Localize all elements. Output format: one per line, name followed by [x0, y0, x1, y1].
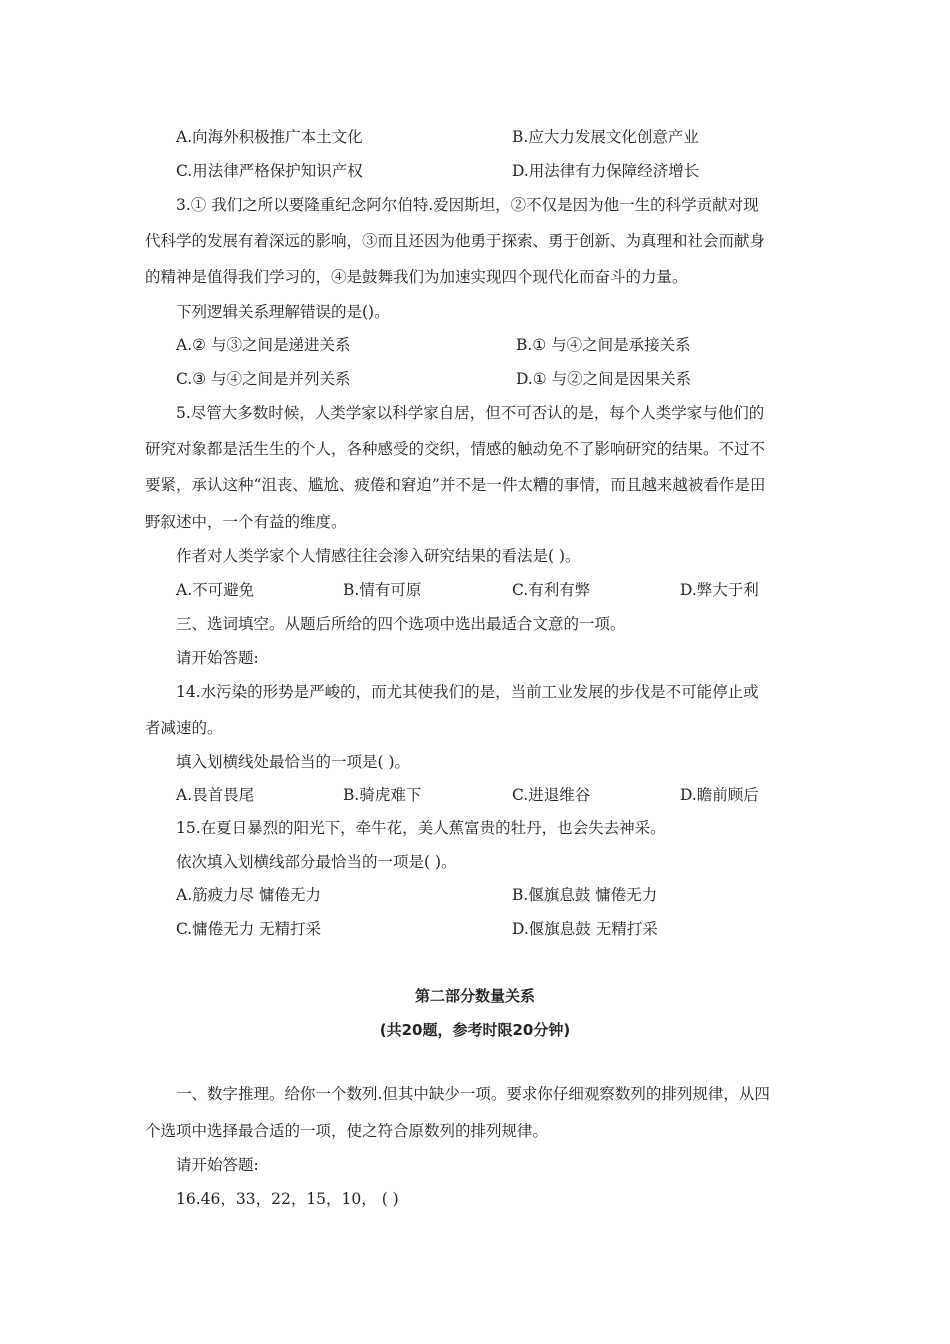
- q5-option-a: A.不可避免: [176, 581, 255, 599]
- section3-start: 请开始答题:: [176, 649, 259, 667]
- q3-option-b: B.① 与④之间是承接关系: [516, 336, 691, 354]
- q5-text-line3: 要紧，承认这种“沮丧、尴尬、疲倦和窘迫”并不是一件太糟的事情，而且越来越被看作是田: [145, 476, 766, 494]
- q5-option-c: C.有利有弊: [512, 581, 591, 599]
- q2-option-c: C.用法律严格保护知识产权: [176, 162, 363, 180]
- q15-prompt: 依次填入划横线部分最恰当的一项是( )。: [176, 853, 457, 871]
- section1-text-line1: 一、数字推理。给你一个数列.但其中缺少一项。要求你仔细观察数列的排列规律，从四: [176, 1085, 770, 1103]
- q14-prompt: 填入划横线处最恰当的一项是( )。: [176, 753, 411, 771]
- q15-option-d: D.偃旗息鼓 无精打采: [512, 920, 658, 938]
- q3-text-line1: 3.① 我们之所以要隆重纪念阿尔伯特.爱因斯坦，②不仅是因为他一生的科学贡献对现: [176, 196, 759, 214]
- q5-option-b: B.情有可原: [343, 581, 422, 599]
- q2-option-d: D.用法律有力保障经济增长: [512, 162, 700, 180]
- q14-option-d: D.瞻前顾后: [680, 786, 759, 804]
- q5-text-line2: 研究对象都是活生生的个人，各种感受的交织，情感的触动免不了影响研究的结果。不过不: [145, 440, 766, 458]
- q3-option-c: C.③ 与④之间是并列关系: [176, 370, 351, 388]
- q14-option-a: A.畏首畏尾: [176, 786, 255, 804]
- q2-option-a: A.向海外积极推广本土文化: [176, 128, 363, 146]
- q3-text-line3: 的精神是值得我们学习的，④是鼓舞我们为加速实现四个现代化而奋斗的力量。: [145, 268, 688, 286]
- part2-subtitle: (共20题，参考时限20分钟): [379, 1021, 571, 1039]
- q3-prompt: 下列逻辑关系理解错误的是()。: [176, 303, 390, 321]
- q16-text: 16.46，33，22，15，10， ( ): [176, 1190, 399, 1208]
- q15-option-a: A.筋疲力尽 慵倦无力: [176, 886, 322, 904]
- q5-option-d: D.弊大于利: [680, 581, 759, 599]
- section1-start: 请开始答题:: [176, 1156, 259, 1174]
- section3-title: 三、选词填空。从题后所给的四个选项中选出最适合文意的一项。: [176, 615, 626, 633]
- q5-text-line1: 5.尽管大多数时候，人类学家以科学家自居，但不可否认的是，每个人类学家与他们的: [176, 404, 765, 422]
- q3-option-d: D.① 与②之间是因果关系: [516, 370, 692, 388]
- q15-option-c: C.慵倦无力 无精打采: [176, 920, 322, 938]
- q14-text-line1: 14.水污染的形势是严峻的，而尤其使我们的是，当前工业发展的步伐是不可能停止或: [176, 683, 759, 701]
- q2-option-b: B.应大力发展文化创意产业: [512, 128, 699, 146]
- q15-option-b: B.偃旗息鼓 慵倦无力: [512, 886, 658, 904]
- q3-text-line2: 代科学的发展有着深远的影响，③而且还因为他勇于探索、勇于创新、为真理和社会而献身: [145, 232, 766, 250]
- q5-text-line4: 野叙述中，一个有益的维度。: [145, 513, 347, 531]
- part2-title: 第二部分数量关系: [414, 987, 535, 1005]
- q14-option-b: B.骑虎难下: [343, 786, 422, 804]
- q5-prompt: 作者对人类学家个人情感往往会渗入研究结果的看法是( )。: [176, 547, 581, 565]
- q3-option-a: A.② 与③之间是递进关系: [176, 336, 351, 354]
- q15-text-line1: 15.在夏日暴烈的阳光下，牵牛花，美人蕉富贵的牡丹，也会失去神采。: [176, 819, 666, 837]
- q14-option-c: C.进退维谷: [512, 786, 591, 804]
- q14-text-line2: 者减速的。: [145, 719, 223, 737]
- section1-text-line2: 个选项中选择最合适的一项，使之符合原数列的排列规律。: [145, 1122, 549, 1140]
